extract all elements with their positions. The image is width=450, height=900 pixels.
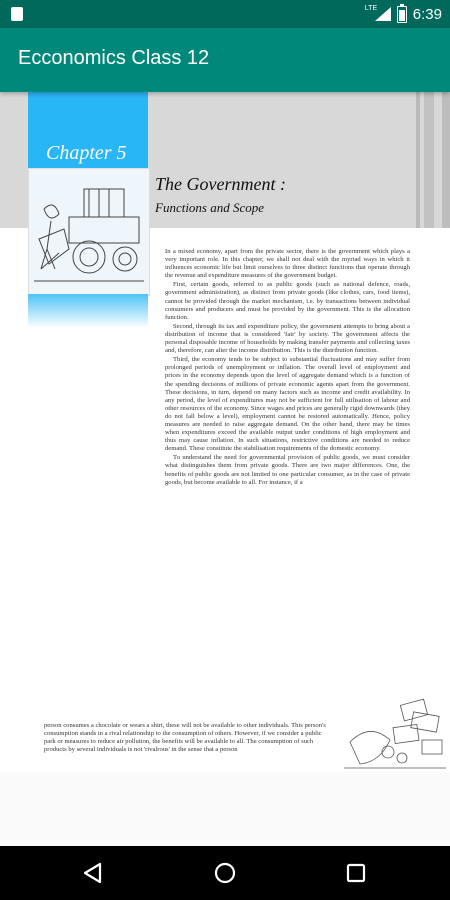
navigation-bar: [0, 846, 450, 900]
app-title: Ecconomics Class 12: [18, 47, 210, 69]
clock: 6:39: [412, 5, 442, 23]
status-bar: [0, 0, 450, 28]
app-bar: [0, 28, 450, 92]
paragraph: Third, the economy tends to be subject to substantial fluctuations and may suffer from prolonged periods of unemployment or inflation. The overall level of employment and prices in the economy depends upon the level of aggregate demand which is a function of the spending decisions of millions of private economic agents apart from the government. These decisions, in turn, depend on many factors such as income and credit availability. In any period, the level of expenditures may not be sufficient for full utilisation of labour and other resources of the economy. Since wages and prices are generally rigid downwards (they do not fall below a level), employment cannot be restored automatically. Hence, policy measures are needed to raise aggregate demand. On the other hand, there may be times when expenditures exceed the available output under conditions of high employment and thus may cause inflation. In such situations, restrictive conditions are needed to reduce demand. These constitute the stabilisation requirements of the domestic economy.: [165, 356, 410, 453]
sd-card-icon: [11, 7, 23, 21]
home-icon[interactable]: [212, 860, 238, 886]
chapter-label: Chapter 5: [46, 142, 127, 164]
signal-icon: [364, 5, 391, 21]
back-icon[interactable]: [80, 860, 106, 886]
bulldozer-illustration: [28, 168, 150, 296]
next-page-text: person consumes a chocolate or wears a shirt, these will not be available to other individuals. This person's consumption stands in a rival relationship to the consumption of others. However, if we consider a public park or measures to reduce air pollution, the benefits will be available to all. The consumption of such products by several individuals is not 'rivalrous' in the sense that a person: [44, 722, 326, 754]
document-page[interactable]: [0, 92, 450, 772]
recents-icon[interactable]: [343, 860, 369, 886]
empty-area: [0, 772, 450, 846]
paragraph: First, certain goods, referred to as public goods (such as national defence, roads, government administration), as distinct from private goods (like clothes, cars, food items), cannot be provided through the market mechanism, i.e. by transactions between individual consumers and producers and must be provided by the government. This is the allocation function.: [165, 281, 410, 321]
chapter-subtitle: Functions and Scope: [155, 200, 265, 215]
chapter-title: The Government :: [155, 174, 286, 194]
chapter-body: [165, 248, 410, 488]
money-illustration: [340, 682, 450, 772]
paragraph: To understand the need for governmental provision of public goods, we must consider what distinguishes them from private goods. There are two major differences. One, the benefits of public goods are not limited to one particular consumer, as in the case of private goods, but become available to all. For instance, if a: [165, 454, 410, 486]
banner-fade: [28, 294, 148, 328]
paragraph: Second, through its tax and expenditure policy, the government attempts to bring about a distribution of income that is considered 'fair' by society. The government affects the personal disposable income of households by making transfer payments and collecting taxes and, therefore, can alter the income distribution. This is the distribution function.: [165, 322, 410, 355]
status-icons: [364, 0, 442, 28]
paragraph: In a mixed economy, apart from the private sector, there is the government which plays a very important role. In this chapter, we shall not deal with the myriad ways in which it influences economic life but limit ourselves to three distinct functions that operate through the revenue and expenditure measures of the government budget.: [165, 248, 410, 280]
battery-icon: [397, 6, 407, 23]
network-type-label: LTE: [364, 5, 378, 12]
